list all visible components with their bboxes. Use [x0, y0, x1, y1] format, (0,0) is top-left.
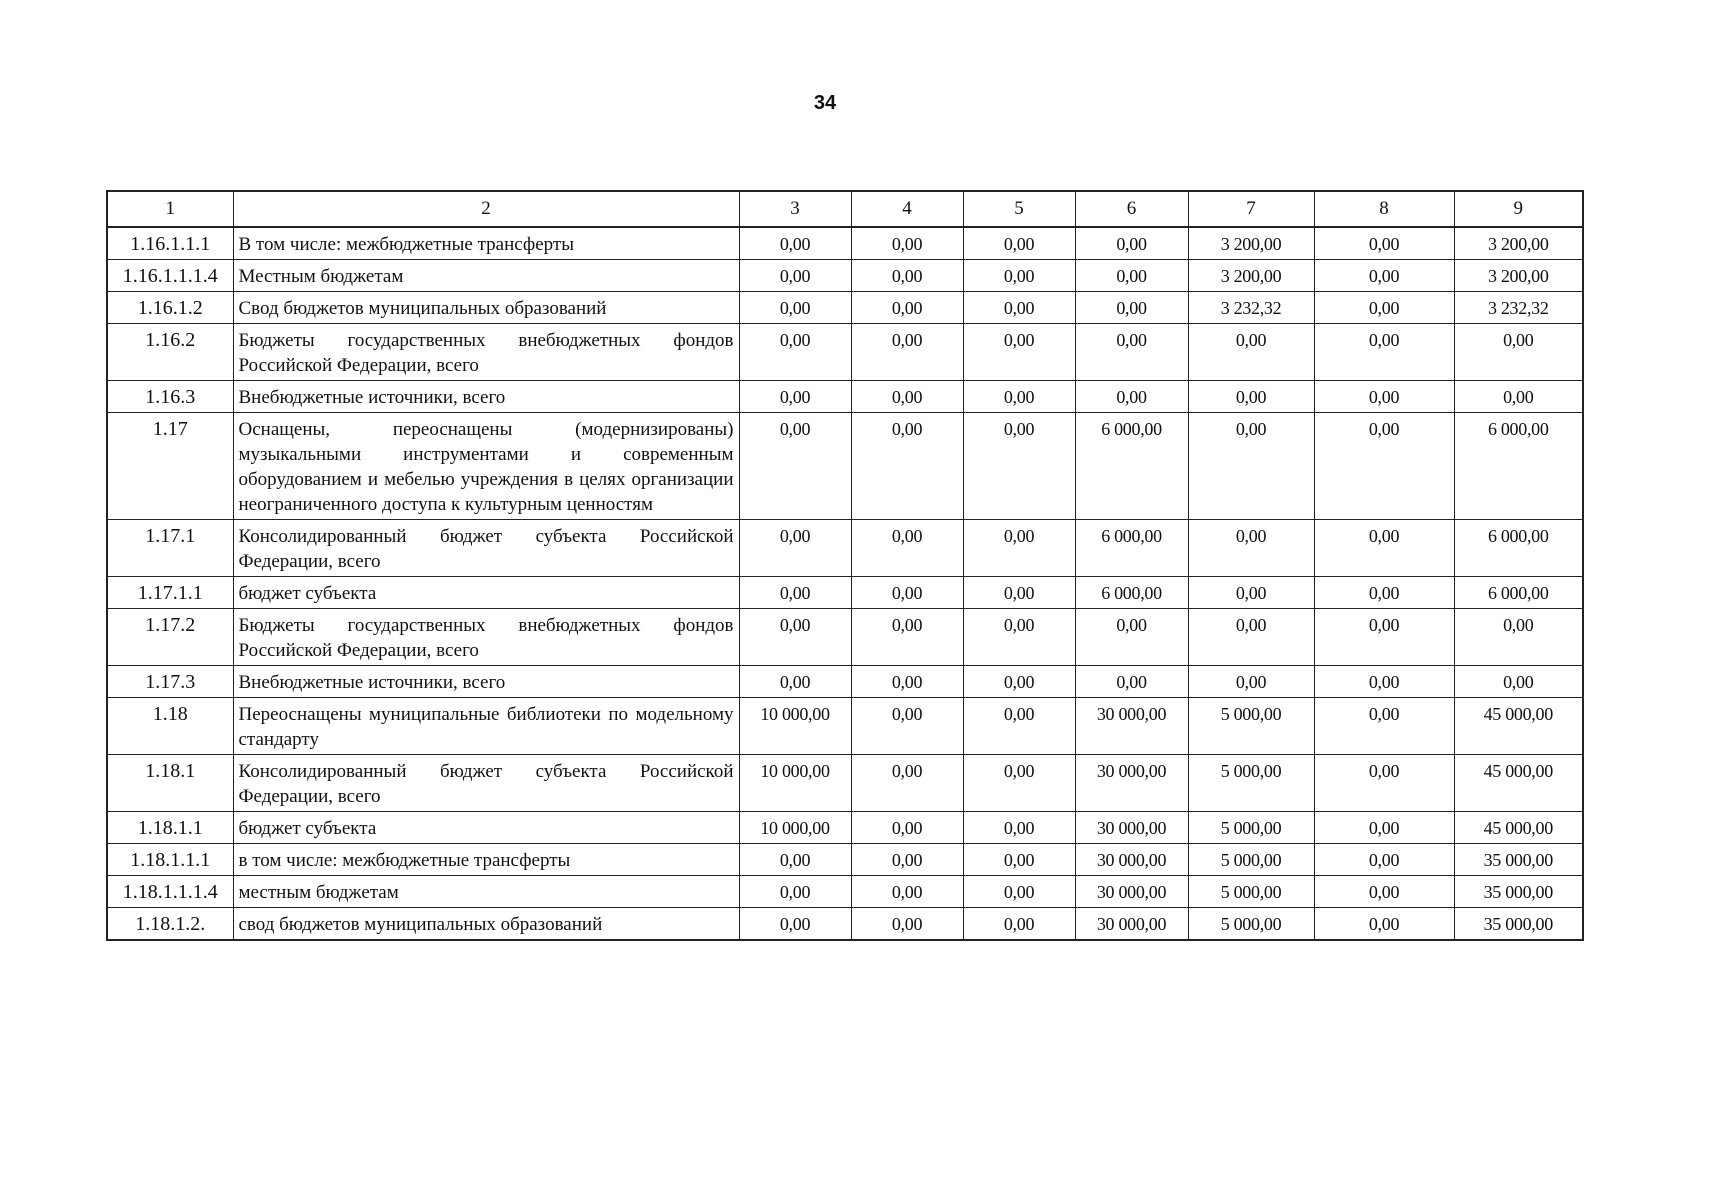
value-cell: 0,00: [1075, 666, 1188, 698]
row-name: Внебюджетные источники, всего: [233, 381, 739, 413]
row-name: Консолидированный бюджет субъекта Российской Федерации, всего: [233, 755, 739, 812]
value-cell: 5 000,00: [1188, 755, 1314, 812]
row-name: свод бюджетов муниципальных образований: [233, 908, 739, 941]
table-row: [107, 577, 1583, 609]
row-code: 1.18: [107, 698, 233, 755]
value-cell: 0,00: [1314, 381, 1454, 413]
value-cell: 35 000,00: [1454, 908, 1583, 941]
value-cell: 0,00: [739, 876, 851, 908]
row-name: В том числе: межбюджетные трансферты: [233, 227, 739, 260]
row-code: 1.17.2: [107, 609, 233, 666]
value-cell: 0,00: [963, 755, 1075, 812]
value-cell: 6 000,00: [1075, 577, 1188, 609]
row-code: 1.17.1: [107, 520, 233, 577]
value-cell: 0,00: [1314, 292, 1454, 324]
value-cell: 0,00: [1314, 844, 1454, 876]
value-cell: 0,00: [1314, 609, 1454, 666]
value-cell: 3 200,00: [1454, 227, 1583, 260]
header-row: [107, 191, 1583, 227]
column-header: 4: [851, 191, 963, 227]
value-cell: 0,00: [1075, 260, 1188, 292]
value-cell: 0,00: [1314, 413, 1454, 520]
value-cell: 0,00: [1188, 577, 1314, 609]
column-header: 7: [1188, 191, 1314, 227]
value-cell: 0,00: [1314, 520, 1454, 577]
row-name: Консолидированный бюджет субъекта Российской Федерации, всего: [233, 520, 739, 577]
value-cell: 0,00: [851, 260, 963, 292]
value-cell: 0,00: [963, 609, 1075, 666]
value-cell: 30 000,00: [1075, 698, 1188, 755]
value-cell: 0,00: [851, 227, 963, 260]
value-cell: 6 000,00: [1075, 520, 1188, 577]
column-header: 3: [739, 191, 851, 227]
value-cell: 0,00: [1188, 381, 1314, 413]
value-cell: 0,00: [1454, 666, 1583, 698]
row-code: 1.17.3: [107, 666, 233, 698]
value-cell: 0,00: [1314, 698, 1454, 755]
row-code: 1.17: [107, 413, 233, 520]
value-cell: 0,00: [1188, 520, 1314, 577]
value-cell: 0,00: [963, 227, 1075, 260]
value-cell: 0,00: [739, 666, 851, 698]
value-cell: 0,00: [851, 698, 963, 755]
value-cell: 0,00: [963, 908, 1075, 941]
value-cell: 0,00: [1314, 876, 1454, 908]
value-cell: 0,00: [1314, 755, 1454, 812]
value-cell: 0,00: [739, 520, 851, 577]
value-cell: 0,00: [851, 755, 963, 812]
value-cell: 0,00: [739, 413, 851, 520]
table-row: [107, 260, 1583, 292]
table-row: [107, 666, 1583, 698]
value-cell: 5 000,00: [1188, 698, 1314, 755]
value-cell: 0,00: [1314, 324, 1454, 381]
row-name: Переоснащены муниципальные библиотеки по модельному стандарту: [233, 698, 739, 755]
value-cell: 6 000,00: [1454, 577, 1583, 609]
value-cell: 0,00: [851, 577, 963, 609]
column-header: 5: [963, 191, 1075, 227]
value-cell: 0,00: [851, 876, 963, 908]
value-cell: 0,00: [963, 812, 1075, 844]
table-row: [107, 908, 1583, 941]
value-cell: 0,00: [739, 292, 851, 324]
row-name: в том числе: межбюджетные трансферты: [233, 844, 739, 876]
value-cell: 0,00: [1314, 666, 1454, 698]
value-cell: 0,00: [739, 227, 851, 260]
value-cell: 0,00: [963, 413, 1075, 520]
row-code: 1.18.1.1.1: [107, 844, 233, 876]
value-cell: 10 000,00: [739, 812, 851, 844]
value-cell: 0,00: [851, 413, 963, 520]
value-cell: 0,00: [739, 908, 851, 941]
value-cell: 6 000,00: [1454, 413, 1583, 520]
value-cell: 30 000,00: [1075, 755, 1188, 812]
value-cell: 0,00: [1075, 227, 1188, 260]
value-cell: 0,00: [739, 381, 851, 413]
column-header: 1: [107, 191, 233, 227]
value-cell: 0,00: [739, 609, 851, 666]
row-name: Оснащены, переоснащены (модернизированы) музыкальными инструментами и современным оборудованием и мебелью учреждения в целях организации неограниченного доступа к культурным ценностям: [233, 413, 739, 520]
table-row: [107, 609, 1583, 666]
table-body: [107, 227, 1583, 940]
value-cell: 3 200,00: [1188, 260, 1314, 292]
value-cell: 0,00: [1314, 908, 1454, 941]
value-cell: 0,00: [963, 292, 1075, 324]
value-cell: 0,00: [851, 324, 963, 381]
value-cell: 30 000,00: [1075, 812, 1188, 844]
value-cell: 0,00: [963, 666, 1075, 698]
row-code: 1.18.1.2.: [107, 908, 233, 941]
value-cell: 0,00: [1075, 324, 1188, 381]
row-code: 1.16.2: [107, 324, 233, 381]
value-cell: 30 000,00: [1075, 908, 1188, 941]
value-cell: 0,00: [1188, 609, 1314, 666]
value-cell: 3 200,00: [1454, 260, 1583, 292]
value-cell: 0,00: [1075, 292, 1188, 324]
row-name: бюджет субъекта: [233, 812, 739, 844]
row-name: Свод бюджетов муниципальных образований: [233, 292, 739, 324]
row-code: 1.16.1.2: [107, 292, 233, 324]
value-cell: 0,00: [1188, 324, 1314, 381]
value-cell: 3 232,32: [1188, 292, 1314, 324]
table-row: [107, 381, 1583, 413]
value-cell: 0,00: [851, 908, 963, 941]
value-cell: 45 000,00: [1454, 812, 1583, 844]
value-cell: 0,00: [963, 520, 1075, 577]
value-cell: 0,00: [851, 520, 963, 577]
value-cell: 5 000,00: [1188, 908, 1314, 941]
value-cell: 10 000,00: [739, 698, 851, 755]
row-name: Местным бюджетам: [233, 260, 739, 292]
value-cell: 5 000,00: [1188, 812, 1314, 844]
value-cell: 0,00: [963, 698, 1075, 755]
column-header: 9: [1454, 191, 1583, 227]
row-name: Внебюджетные источники, всего: [233, 666, 739, 698]
value-cell: 0,00: [851, 812, 963, 844]
value-cell: 0,00: [851, 844, 963, 876]
table-row: [107, 876, 1583, 908]
table-row: [107, 520, 1583, 577]
value-cell: 0,00: [851, 292, 963, 324]
value-cell: 0,00: [851, 609, 963, 666]
value-cell: 30 000,00: [1075, 876, 1188, 908]
value-cell: 6 000,00: [1454, 520, 1583, 577]
row-name: бюджет субъекта: [233, 577, 739, 609]
value-cell: 0,00: [1314, 260, 1454, 292]
value-cell: 0,00: [1188, 666, 1314, 698]
value-cell: 0,00: [1454, 381, 1583, 413]
value-cell: 3 232,32: [1454, 292, 1583, 324]
value-cell: 0,00: [1075, 609, 1188, 666]
table-row: [107, 812, 1583, 844]
value-cell: 45 000,00: [1454, 755, 1583, 812]
value-cell: 0,00: [1454, 324, 1583, 381]
row-name: Бюджеты государственных внебюджетных фондов Российской Федерации, всего: [233, 609, 739, 666]
row-code: 1.16.1.1.1.4: [107, 260, 233, 292]
value-cell: 30 000,00: [1075, 844, 1188, 876]
table-row: [107, 227, 1583, 260]
value-cell: 0,00: [739, 577, 851, 609]
page-number: 34: [813, 92, 837, 114]
column-header: 2: [233, 191, 739, 227]
row-code: 1.18.1.1.1.4: [107, 876, 233, 908]
value-cell: 6 000,00: [1075, 413, 1188, 520]
row-code: 1.18.1: [107, 755, 233, 812]
value-cell: 0,00: [963, 844, 1075, 876]
value-cell: 0,00: [963, 381, 1075, 413]
table-row: [107, 755, 1583, 812]
budget-table: [106, 190, 1584, 941]
row-code: 1.16.3: [107, 381, 233, 413]
row-code: 1.17.1.1: [107, 577, 233, 609]
value-cell: 0,00: [1314, 227, 1454, 260]
table-header: [107, 191, 1583, 227]
value-cell: 35 000,00: [1454, 844, 1583, 876]
row-name: местным бюджетам: [233, 876, 739, 908]
value-cell: 0,00: [963, 324, 1075, 381]
value-cell: 0,00: [739, 324, 851, 381]
value-cell: 45 000,00: [1454, 698, 1583, 755]
value-cell: 10 000,00: [739, 755, 851, 812]
value-cell: 0,00: [1188, 413, 1314, 520]
value-cell: 0,00: [851, 666, 963, 698]
row-code: 1.18.1.1: [107, 812, 233, 844]
column-header: 6: [1075, 191, 1188, 227]
table-row: [107, 844, 1583, 876]
value-cell: 0,00: [851, 381, 963, 413]
value-cell: 3 200,00: [1188, 227, 1314, 260]
value-cell: 0,00: [963, 260, 1075, 292]
value-cell: 0,00: [1075, 381, 1188, 413]
table-row: [107, 413, 1583, 520]
value-cell: 0,00: [1314, 577, 1454, 609]
value-cell: 0,00: [963, 577, 1075, 609]
value-cell: 5 000,00: [1188, 876, 1314, 908]
value-cell: 0,00: [739, 260, 851, 292]
row-name: Бюджеты государственных внебюджетных фондов Российской Федерации, всего: [233, 324, 739, 381]
row-code: 1.16.1.1.1: [107, 227, 233, 260]
value-cell: 0,00: [1454, 609, 1583, 666]
value-cell: 0,00: [1314, 812, 1454, 844]
value-cell: 5 000,00: [1188, 844, 1314, 876]
value-cell: 0,00: [963, 876, 1075, 908]
value-cell: 0,00: [739, 844, 851, 876]
table-row: [107, 324, 1583, 381]
column-header: 8: [1314, 191, 1454, 227]
value-cell: 35 000,00: [1454, 876, 1583, 908]
table-row: [107, 292, 1583, 324]
table-row: [107, 698, 1583, 755]
